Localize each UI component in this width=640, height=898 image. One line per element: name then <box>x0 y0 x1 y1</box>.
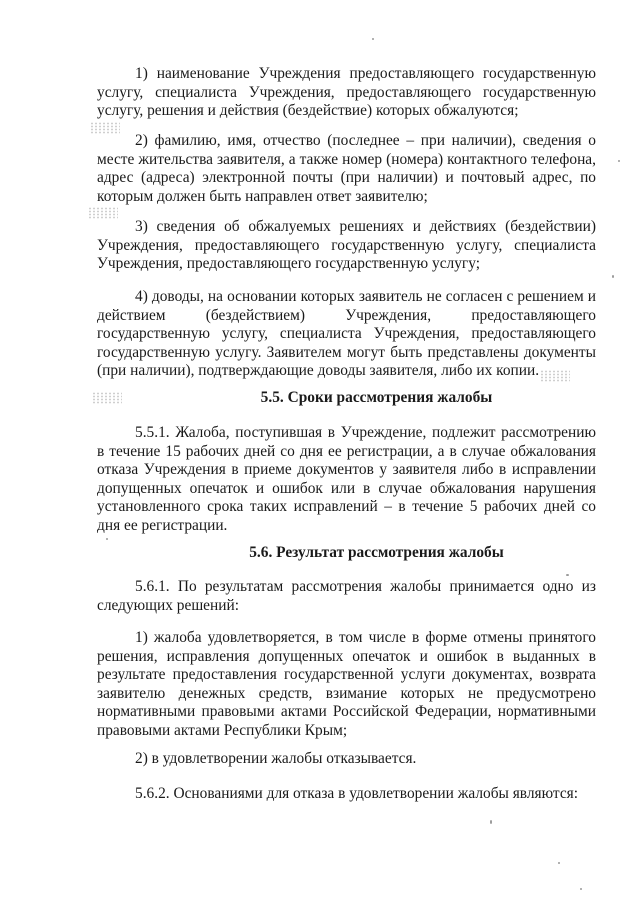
paragraph-item-3: 3) сведения об обжалуемых решениях и действиях (бездействии) Учреждения, предоставляющего государственную услугу, специалиста Учреждения, предоставляющего государственную услугу; <box>97 218 596 272</box>
paragraph-decision-2: 2) в удовлетворении жалобы отказывается. <box>135 750 417 767</box>
scan-noise <box>88 207 118 219</box>
scan-speck <box>566 574 569 576</box>
scan-speck <box>558 862 560 864</box>
paragraph-item-4: 4) доводы, на основании которых заявитель не согласен с решением и действием (бездействием) Учреждения, предоставляющего государственную услугу, специалиста Учреждения, предоставляющего государственную услугу. Заявителем могут быть представлены документы (при наличии), подтверждающие доводы заявителя, либо их копии. <box>97 288 596 379</box>
scan-speck <box>612 275 614 278</box>
scan-speck <box>106 538 108 540</box>
scan-speck <box>580 888 582 890</box>
paragraph-5-5-1: 5.5.1. Жалоба, поступившая в Учреждение, подлежит рассмотрению в течение 15 рабочих дней со дня ее регистрации, а в случае обжалования отказа Учреждения в приеме документов у заявителя либо в исправлении допущенных опечаток и ошибок или в случае обжалования нарушения установленного срока таких исправлений – в течение 5 рабочих дней со дня ее регистрации. <box>97 424 596 534</box>
heading-section-5-5: 5.5. Сроки рассмотрения жалобы <box>260 389 493 406</box>
scan-speck <box>490 820 492 824</box>
paragraph-item-1: 1) наименование Учреждения предоставляющего государственную услугу, специалиста Учреждения, предоставляющего государственную услугу, решения и действия (бездействие) которых обжалуются; <box>97 65 596 119</box>
scan-noise <box>92 392 122 404</box>
scan-noise <box>540 370 570 382</box>
paragraph-5-6-2: 5.6.2. Основаниями для отказа в удовлетворении жалобы являются: <box>135 785 579 802</box>
paragraph-decision-1: 1) жалоба удовлетворяется, в том числе в форме отмены принятого решения, исправления допущенных опечаток и ошибок в выданных в результате предоставления государственной услуги документах, возврата заявителю денежных средств, взимание которых не предусмотрено нормативными правовыми актами Российской Федерации, нормативными правовыми актами Республики Крым; <box>97 629 596 739</box>
scan-speck <box>372 38 374 40</box>
heading-section-5-6: 5.6. Результат рассмотрения жалобы <box>249 544 504 561</box>
paragraph-item-2: 2) фамилию, имя, отчество (последнее – при наличии), сведения о месте жительства заявителя, а также номер (номера) контактного телефона, адрес (адреса) электронной почты (при наличии) и почтовый адрес, по которым должен быть направлен ответ заявителю; <box>97 132 596 205</box>
paragraph-5-6-1: 5.6.1. По результатам рассмотрения жалобы принимается одно из следующих решений: <box>97 578 596 614</box>
scan-speck <box>618 160 620 162</box>
scan-noise <box>90 122 120 134</box>
